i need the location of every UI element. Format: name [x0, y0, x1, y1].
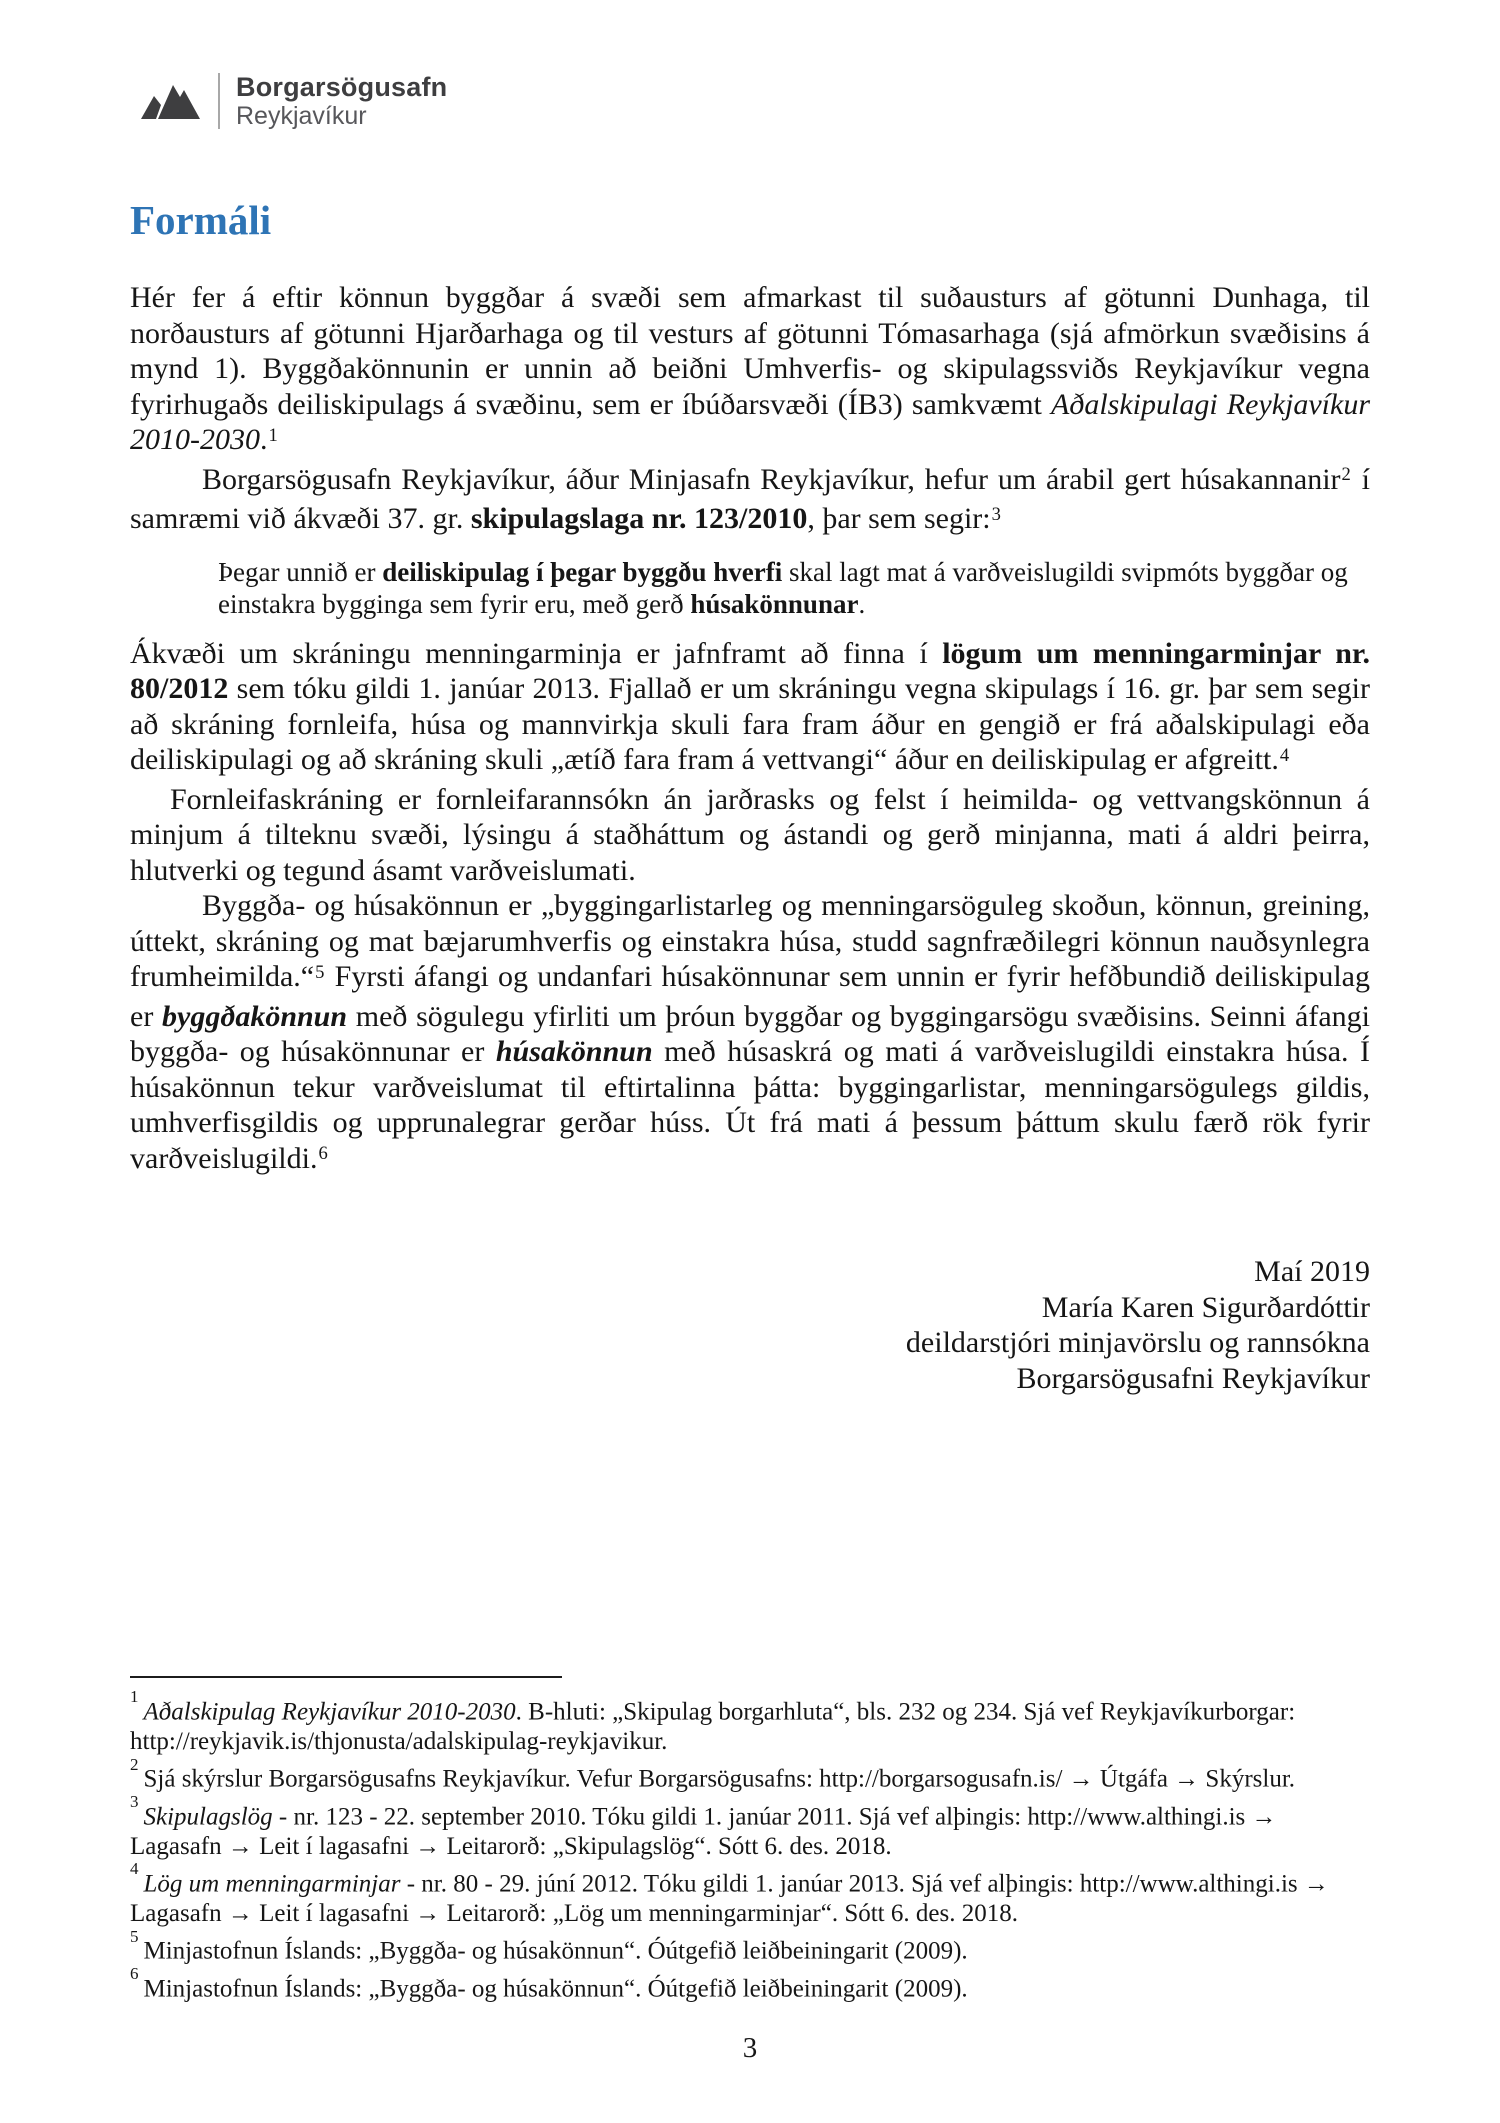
paragraph-1: Hér fer á eftir könnun byggðar á svæði sem afmarkast til suðausturs af götunni Dunhaga, til norðausturs af götunni Hjarðarhaga og til vesturs af götunni Tómasarhaga (sjá afmörkun svæðisins á mynd 1). Byggðakönnunin er unnin að beiðni Umhverfis- og skipulagssviðs Reykjavíkur vegna fyrirhugaðs deiliskipulags á svæðinu, sem er íbúðarsvæði (ÍB3) samkvæmt Aðalskipulagi Reykjavíkur 2010-2030.$^1$: [130, 281, 1371, 456]
footnote-3: [130, 1792, 1370, 1862]
footnote-4-marker: 4: [130, 1859, 139, 1879]
footnote-5-marker: 5: [130, 1926, 139, 1946]
footnote-3-text: Skipulagslög - nr. 123 - 22. september 2010. Tóku gildi 1. janúar 2011. Sjá vef alþingis: http://www.althingi.is → Lagasafn → Leit í lagasafni → Leitarorð: „Skipulagslög“. Sótt 6. des. 2018.: [130, 1803, 1277, 1861]
logo-title: Borgarsögusafn: [236, 71, 448, 102]
footnote-2-marker: 2: [130, 1754, 139, 1774]
footnote-3-marker: 3: [130, 1792, 139, 1812]
logo-wordmark: [236, 72, 447, 130]
paragraph-3: Ákvæði um skráningu menningarminja er jafnframt að finna í lögum um menningarminjar nr. 80/2012 sem tóku gildi 1. janúar 2013. Fjallað er um skráningu vegna skipulags í 16. gr. þar sem segir að skráning fornleifa, húsa og mannvirkja skuli fara fram áður en gengið er frá aðalskipulagi eða deiliskipulagi og að skráning skuli „ætíð fara fram á vettvangi“ áður en deiliskipulag er afgreitt.$^4$: [130, 636, 1370, 776]
document-body: [130, 280, 1370, 1180]
page-number: 3: [742, 2032, 758, 2064]
footnote-1-text: Aðalskipulag Reykjavíkur 2010-2030. B-hluti: „Skipulag borgarhluta“, bls. 232 og 234. Sjá vef Reykjavíkurborgar: http://reykjavik.is/thjonusta/adalskipulag-reykjavikur.: [130, 1698, 1296, 1756]
logo-subtitle: Reykjavíkur: [236, 102, 367, 131]
footnote-5-text: Minjastofnun Íslands: „Byggða- og húsakönnun“. Óútgefið leiðbeiningarit (2009).: [143, 1937, 968, 1965]
footnote-2-text: Sjá skýrslur Borgarsögusafns Reykjavíkur. Vefur Borgarsögusafns: http://borgarsogusafn.is/ → Útgáfa → Skýrslur.: [143, 1765, 1296, 1793]
museum-logo-icon: [140, 77, 202, 125]
logo: [140, 70, 1370, 132]
footnote-4: [130, 1859, 1370, 1929]
footnote-2: [130, 1754, 1370, 1794]
footnotes-section: [130, 1676, 1370, 2004]
paragraph-2: Borgarsögusafn Reykjavíkur, áður Minjasafn Reykjavíkur, hefur um árabil gert húsakannanir$^2$ í samræmi við ákvæði 37. gr. skipulagslaga nr. 123/2010, þar sem segir:$^3$: [130, 462, 1370, 535]
signature-name: María Karen Sigurðardóttir: [1041, 1290, 1370, 1324]
footnote-6-marker: 6: [130, 1964, 139, 1984]
paragraph-4: Fornleifaskráning er fornleifarannsókn án jarðrasks og felst í heimilda- og vettvangskönnun á minjum á tilteknu svæði, lýsingu á staðháttum og ástandi og gerð minjanna, mati á aldri þeirra, hlutverki og tegund ásamt varðveislumati.: [130, 782, 1370, 887]
footnote-1-marker: 1: [130, 1687, 139, 1707]
page-title: Formáli: [130, 197, 272, 243]
footnote-separator: [130, 1676, 562, 1678]
signature-role: deildarstjóri minjavörslu og rannsókna: [905, 1326, 1370, 1359]
paragraph-5: Byggða- og húsakönnun er „byggingarlistarleg og menningarsöguleg skoðun, könnun, greining, úttekt, skráning og mat bæjarumhverfis og einstakra húsa, studd sagnfræðilegri könnun nauðsynlegra frumheimilda.“$^5$ Fyrsti áfangi og undanfari húsakönnunar sem unnin er fyrir hefðbundið deiliskipulag er byggðakönnun með sögulegu yfirliti um þróun byggðar og byggingarsögu svæðisins. Seinni áfangi byggða- og húsakönnunar er húsakönnun með húsaskrá og mati á varðveislugildi einstakra húsa. Í húsakönnun tekur varðveislumat til eftirtalinna þátta: byggingarlistar, menningarsögulegs gildis, umhverfisgildis og upprunalegrar gerðar húss. Út frá mati á þessum þáttum skulu færð rök fyrir varðveislugildi.$^6$: [130, 889, 1370, 1175]
footnote-1: [130, 1687, 1370, 1757]
signature-organization: Borgarsögusafni Reykjavíkur: [1016, 1361, 1370, 1395]
signature-block: [130, 1254, 1370, 1396]
footnote-6-text: Minjastofnun Íslands: „Byggða- og húsakönnun“. Óútgefið leiðbeiningarit (2009).: [143, 1975, 968, 2002]
block-quote: Þegar unnið er deiliskipulag í þegar byggðu hverfi skal lagt mat á varðveislugildi svipmóts byggðar og einstakra bygginga sem fyrir eru, með gerð húsakönnunar.: [218, 556, 1348, 619]
signature-date: Maí 2019: [1254, 1255, 1370, 1288]
footnote-6: [130, 1964, 1370, 2004]
footnote-4-text: Lög um menningarminjar - nr. 80 - 29. júní 2012. Tóku gildi 1. janúar 2013. Sjá vef alþingis: http://www.althingi.is → Lagasafn → Leit í lagasafni → Leitarorð: „Lög um menningarminjar“. Sótt 6. des. 2018.: [130, 1870, 1329, 1928]
logo-divider: [218, 73, 220, 129]
footnote-5: [130, 1926, 1370, 1966]
